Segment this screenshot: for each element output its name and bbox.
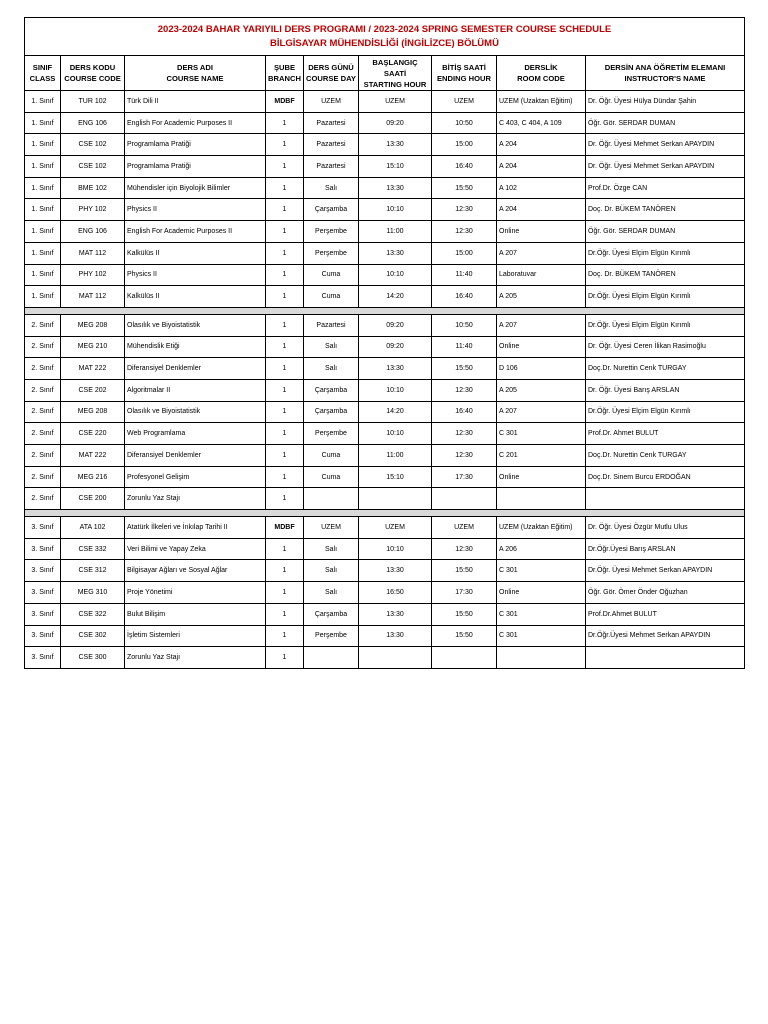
cell-class: 1. Sınıf [25,134,61,156]
schedule-table [24,17,745,669]
cell-course-day [304,488,359,510]
cell-class: 3. Sınıf [25,625,61,647]
cell-course-code: MEG 210 [61,336,125,358]
cell-branch: 1 [266,647,304,669]
cell-ending-hour: 10:50 [432,112,497,134]
table-row [25,264,745,286]
cell-course-name: Atatürk İlkeleri ve İnkılap Tarihi II [125,517,266,539]
cell-class: 1. Sınıf [25,177,61,199]
cell-course-code: BME 102 [61,177,125,199]
group-separator [25,307,745,314]
cell-starting-hour: 14:20 [359,401,432,423]
cell-course-name: Programlama Pratiği [125,156,266,178]
cell-class: 2. Sınıf [25,336,61,358]
table-row [25,177,745,199]
cell-instructor: Doç.Dr. Nurettin Cenk TURGAY [586,445,745,467]
cell-room-code: A 204 [497,156,586,178]
cell-starting-hour: 11:00 [359,221,432,243]
cell-ending-hour [432,647,497,669]
cell-class: 2. Sınıf [25,445,61,467]
cell-room-code: A 205 [497,379,586,401]
cell-ending-hour: 12:30 [432,199,497,221]
cell-course-day: UZEM [304,517,359,539]
cell-course-code: TUR 102 [61,91,125,113]
schedule-body [25,91,745,669]
cell-course-name: English For Academic Purposes II [125,221,266,243]
cell-instructor: Dr.Öğr. Üyesi Elçim Elgün Kırımlı [586,242,745,264]
table-row [25,112,745,134]
cell-instructor: Öğr. Gör. SERDAR DUMAN [586,112,745,134]
cell-instructor: Dr. Öğr. Üyesi Özgür Mutlu Ulus [586,517,745,539]
cell-class: 3. Sınıf [25,603,61,625]
cell-course-day: Salı [304,177,359,199]
cell-starting-hour: 09:20 [359,112,432,134]
table-row [25,445,745,467]
cell-starting-hour: 10:10 [359,538,432,560]
cell-course-day: Perşembe [304,625,359,647]
cell-branch: 1 [266,336,304,358]
cell-instructor: Dr.Öğr. Üyesi Elçim Elgün Kırımlı [586,314,745,336]
cell-course-code: CSE 202 [61,379,125,401]
cell-ending-hour: 15:50 [432,358,497,380]
cell-instructor: Dr. Öğr. Üyesi Mehmet Serkan APAYDIN [586,134,745,156]
cell-branch: 1 [266,538,304,560]
cell-instructor: Doç.Dr. Nurettin Cenk TURGAY [586,358,745,380]
title-block [25,18,745,56]
cell-branch: 1 [266,560,304,582]
cell-branch: 1 [266,445,304,467]
cell-room-code: A 204 [497,134,586,156]
cell-course-day: Çarşamba [304,379,359,401]
table-row [25,582,745,604]
cell-class: 1. Sınıf [25,91,61,113]
cell-ending-hour: 12:30 [432,221,497,243]
cell-instructor: Dr.Öğr.Üyesi Mehmet Serkan APAYDIN [586,625,745,647]
cell-course-name: İşletim Sistemleri [125,625,266,647]
table-row [25,358,745,380]
cell-branch: 1 [266,112,304,134]
cell-branch: MDBF [266,517,304,539]
cell-room-code: C 301 [497,603,586,625]
cell-ending-hour: 12:30 [432,423,497,445]
cell-ending-hour: 15:00 [432,134,497,156]
cell-instructor: Dr.Öğr.Üyesi Barış ARSLAN [586,538,745,560]
cell-instructor: Prof.Dr. Özge CAN [586,177,745,199]
table-row [25,538,745,560]
cell-room-code: Online [497,336,586,358]
cell-course-code: MEG 208 [61,401,125,423]
cell-course-code: MAT 222 [61,445,125,467]
cell-starting-hour: 11:00 [359,445,432,467]
cell-room-code: A 207 [497,242,586,264]
cell-ending-hour: 12:30 [432,379,497,401]
cell-course-code: ENG 106 [61,221,125,243]
cell-starting-hour: UZEM [359,517,432,539]
cell-class: 2. Sınıf [25,488,61,510]
cell-branch: 1 [266,603,304,625]
cell-course-day: Cuma [304,466,359,488]
header-course-name: DERS ADI COURSE NAME [125,56,266,91]
cell-course-code: MAT 112 [61,286,125,308]
cell-course-name: Bulut Bilişim [125,603,266,625]
header-starting-hour: BAŞLANGIÇ SAATİ STARTING HOUR [359,56,432,91]
table-row [25,625,745,647]
cell-course-name: Kalkülüs II [125,242,266,264]
cell-class: 1. Sınıf [25,242,61,264]
cell-instructor [586,488,745,510]
cell-class: 3. Sınıf [25,517,61,539]
cell-course-name: Physics II [125,264,266,286]
cell-ending-hour: 15:50 [432,560,497,582]
header-class: SINIF CLASS [25,56,61,91]
cell-room-code: C 301 [497,625,586,647]
group-separator [25,510,745,517]
cell-room-code: D 106 [497,358,586,380]
cell-room-code: C 301 [497,423,586,445]
cell-instructor: Prof.Dr. Ahmet BULUT [586,423,745,445]
cell-starting-hour: 13:30 [359,134,432,156]
cell-course-name: Mühendislik Etiği [125,336,266,358]
cell-course-name: Web Programlama [125,423,266,445]
cell-starting-hour: 16:50 [359,582,432,604]
cell-course-day: Cuma [304,445,359,467]
cell-starting-hour: 13:30 [359,177,432,199]
cell-course-name: Olasılık ve Biyoistatistik [125,314,266,336]
cell-room-code: A 207 [497,401,586,423]
cell-class: 1. Sınıf [25,264,61,286]
cell-branch: 1 [266,134,304,156]
cell-course-day: UZEM [304,91,359,113]
cell-course-code: ATA 102 [61,517,125,539]
cell-branch: 1 [266,242,304,264]
cell-course-day: Perşembe [304,242,359,264]
cell-starting-hour: 13:30 [359,603,432,625]
cell-instructor: Doç. Dr. BÜKEM TANÖREN [586,199,745,221]
cell-course-code: CSE 332 [61,538,125,560]
cell-starting-hour: 13:30 [359,242,432,264]
cell-branch: 1 [266,379,304,401]
cell-branch: 1 [266,466,304,488]
table-row [25,286,745,308]
cell-course-name: Diferansiyel Denklemler [125,445,266,467]
table-row [25,379,745,401]
cell-starting-hour: UZEM [359,91,432,113]
cell-starting-hour: 13:30 [359,625,432,647]
cell-course-day [304,647,359,669]
table-row [25,517,745,539]
cell-branch: MDBF [266,91,304,113]
cell-course-name: Kalkülüs II [125,286,266,308]
cell-course-name: English For Academic Purposes II [125,112,266,134]
cell-room-code: A 204 [497,199,586,221]
table-row [25,423,745,445]
cell-starting-hour: 09:20 [359,336,432,358]
cell-course-code: ENG 106 [61,112,125,134]
cell-ending-hour: 16:40 [432,401,497,423]
cell-course-day: Perşembe [304,221,359,243]
cell-class: 2. Sınıf [25,379,61,401]
cell-room-code: Online [497,221,586,243]
cell-class: 3. Sınıf [25,647,61,669]
cell-course-day: Perşembe [304,423,359,445]
cell-course-name: Türk Dili II [125,91,266,113]
cell-course-code: CSE 302 [61,625,125,647]
cell-ending-hour: UZEM [432,91,497,113]
cell-instructor: Öğr. Gör. SERDAR DUMAN [586,221,745,243]
cell-course-code: CSE 102 [61,156,125,178]
cell-ending-hour: 15:00 [432,242,497,264]
cell-branch: 1 [266,358,304,380]
cell-course-name: Zorunlu Yaz Stajı [125,647,266,669]
cell-course-code: MAT 222 [61,358,125,380]
cell-room-code: UZEM (Uzaktan Eğitim) [497,91,586,113]
cell-starting-hour: 10:10 [359,379,432,401]
cell-course-code: CSE 300 [61,647,125,669]
cell-course-day: Salı [304,560,359,582]
table-row [25,156,745,178]
cell-room-code: C 403, C 404, A 109 [497,112,586,134]
cell-room-code: Online [497,582,586,604]
cell-instructor: Dr. Öğr. Üyesi Ceren İlikan Rasimoğlu [586,336,745,358]
cell-ending-hour: 11:40 [432,264,497,286]
cell-branch: 1 [266,156,304,178]
cell-ending-hour: 16:40 [432,156,497,178]
cell-course-code: MEG 208 [61,314,125,336]
cell-branch: 1 [266,177,304,199]
cell-course-code: CSE 322 [61,603,125,625]
cell-class: 1. Sınıf [25,286,61,308]
header-branch: ŞUBE BRANCH [266,56,304,91]
cell-room-code: A 102 [497,177,586,199]
header-instructor: DERSİN ANA ÖĞRETİM ELEMANI INSTRUCTOR'S NAME [586,56,745,91]
cell-course-name: Olasılık ve Biyoistatistik [125,401,266,423]
cell-room-code [497,647,586,669]
cell-class: 3. Sınıf [25,560,61,582]
cell-class: 1. Sınıf [25,112,61,134]
cell-instructor: Doç.Dr. Sinem Burcu ERDOĞAN [586,466,745,488]
table-row [25,603,745,625]
cell-course-code: CSE 200 [61,488,125,510]
table-row [25,401,745,423]
cell-course-day: Cuma [304,286,359,308]
cell-starting-hour: 15:10 [359,156,432,178]
cell-course-name: Bilgisayar Ağları ve Sosyal Ağlar [125,560,266,582]
cell-class: 2. Sınıf [25,401,61,423]
cell-ending-hour: 17:30 [432,582,497,604]
cell-course-day: Pazartesi [304,156,359,178]
cell-starting-hour: 10:10 [359,423,432,445]
table-row [25,560,745,582]
table-row [25,314,745,336]
cell-course-name: Programlama Pratiği [125,134,266,156]
title-line-2: BİLGİSAYAR MÜHENDİSLİĞİ (İNGİLİZCE) BÖLÜMÜ [270,37,499,49]
table-row [25,221,745,243]
table-row [25,466,745,488]
cell-course-name: Profesyonel Gelişim [125,466,266,488]
cell-instructor: Prof.Dr.Ahmet BULUT [586,603,745,625]
cell-branch: 1 [266,488,304,510]
cell-ending-hour: UZEM [432,517,497,539]
cell-course-day: Çarşamba [304,603,359,625]
header-ending-hour: BİTİŞ SAATİ ENDING HOUR [432,56,497,91]
cell-starting-hour: 09:20 [359,314,432,336]
cell-starting-hour: 13:30 [359,560,432,582]
cell-instructor: Öğr. Gör. Ömer Önder Oğuzhan [586,582,745,604]
cell-starting-hour: 14:20 [359,286,432,308]
cell-starting-hour: 13:30 [359,358,432,380]
header-room-code: DERSLİK ROOM CODE [497,56,586,91]
cell-ending-hour: 10:50 [432,314,497,336]
cell-course-name: Veri Bilimi ve Yapay Zeka [125,538,266,560]
cell-course-day: Salı [304,538,359,560]
cell-branch: 1 [266,314,304,336]
cell-instructor [586,647,745,669]
cell-ending-hour: 15:50 [432,603,497,625]
cell-ending-hour: 15:50 [432,625,497,647]
cell-course-code: PHY 102 [61,199,125,221]
table-row [25,91,745,113]
table-row [25,488,745,510]
cell-course-day: Çarşamba [304,199,359,221]
header-course-code: DERS KODU COURSE CODE [61,56,125,91]
cell-course-day: Salı [304,582,359,604]
cell-instructor: Dr. Öğr. Üyesi Mehmet Serkan APAYDIN [586,156,745,178]
cell-course-code: CSE 312 [61,560,125,582]
cell-starting-hour: 10:10 [359,199,432,221]
cell-instructor: Dr. Öğr. Üyesi Hülya Dündar Şahin [586,91,745,113]
cell-course-name: Proje Yönetimi [125,582,266,604]
cell-ending-hour: 17:30 [432,466,497,488]
cell-ending-hour: 12:30 [432,445,497,467]
cell-branch: 1 [266,264,304,286]
cell-instructor: Dr.Öğr. Üyesi Elçim Elgün Kırımlı [586,286,745,308]
cell-starting-hour [359,647,432,669]
separator-cell [25,307,745,314]
cell-ending-hour: 12:30 [432,538,497,560]
cell-course-day: Salı [304,358,359,380]
cell-ending-hour: 15:50 [432,177,497,199]
cell-class: 2. Sınıf [25,314,61,336]
cell-class: 1. Sınıf [25,156,61,178]
cell-class: 1. Sınıf [25,221,61,243]
header-course-day: DERS GÜNÜ COURSE DAY [304,56,359,91]
cell-course-day: Salı [304,336,359,358]
cell-course-day: Cuma [304,264,359,286]
cell-course-code: CSE 102 [61,134,125,156]
cell-course-name: Physics II [125,199,266,221]
cell-starting-hour: 10:10 [359,264,432,286]
cell-branch: 1 [266,199,304,221]
table-row [25,242,745,264]
cell-course-code: MAT 112 [61,242,125,264]
schedule-sheet [24,17,744,669]
cell-course-code: PHY 102 [61,264,125,286]
cell-class: 2. Sınıf [25,358,61,380]
title-line-1: 2023-2024 BAHAR YARIYILI DERS PROGRAMI / 2023-2024 SPRING SEMESTER COURSE SCHEDULE [157,23,612,35]
cell-room-code: UZEM (Uzaktan Eğitim) [497,517,586,539]
table-row [25,199,745,221]
cell-instructor: Dr.Öğr. Üyesi Elçim Elgün Kırımlı [586,401,745,423]
cell-course-name: Mühendisler için Biyolojik Bilimler [125,177,266,199]
table-row [25,647,745,669]
cell-starting-hour: 15:10 [359,466,432,488]
cell-ending-hour: 11:40 [432,336,497,358]
cell-course-name: Zorunlu Yaz Stajı [125,488,266,510]
cell-room-code: A 206 [497,538,586,560]
cell-starting-hour [359,488,432,510]
cell-room-code: Laboratuvar [497,264,586,286]
cell-room-code: C 201 [497,445,586,467]
cell-branch: 1 [266,401,304,423]
cell-course-day: Pazartesi [304,112,359,134]
cell-course-code: MEG 216 [61,466,125,488]
cell-instructor: Dr. Öğr. Üyesi Barış ARSLAN [586,379,745,401]
cell-class: 2. Sınıf [25,466,61,488]
cell-room-code [497,488,586,510]
cell-course-name: Algoritmalar II [125,379,266,401]
cell-room-code: C 301 [497,560,586,582]
cell-branch: 1 [266,423,304,445]
cell-room-code: Online [497,466,586,488]
cell-branch: 1 [266,286,304,308]
cell-course-code: CSE 220 [61,423,125,445]
cell-branch: 1 [266,625,304,647]
cell-instructor: Dr.Öğr. Üyesi Mehmet Serkan APAYDIN [586,560,745,582]
cell-class: 2. Sınıf [25,423,61,445]
cell-course-day: Pazartesi [304,314,359,336]
header-row [25,56,745,91]
cell-ending-hour: 16:40 [432,286,497,308]
cell-branch: 1 [266,582,304,604]
cell-class: 1. Sınıf [25,199,61,221]
cell-room-code: A 207 [497,314,586,336]
cell-room-code: A 205 [497,286,586,308]
cell-instructor: Doç. Dr. BÜKEM TANÖREN [586,264,745,286]
cell-course-day: Pazartesi [304,134,359,156]
cell-course-day: Çarşamba [304,401,359,423]
cell-course-name: Diferansiyel Denklemler [125,358,266,380]
cell-ending-hour [432,488,497,510]
cell-class: 3. Sınıf [25,582,61,604]
table-row [25,336,745,358]
separator-cell [25,510,745,517]
table-row [25,134,745,156]
cell-course-code: MEG 310 [61,582,125,604]
cell-branch: 1 [266,221,304,243]
cell-class: 3. Sınıf [25,538,61,560]
